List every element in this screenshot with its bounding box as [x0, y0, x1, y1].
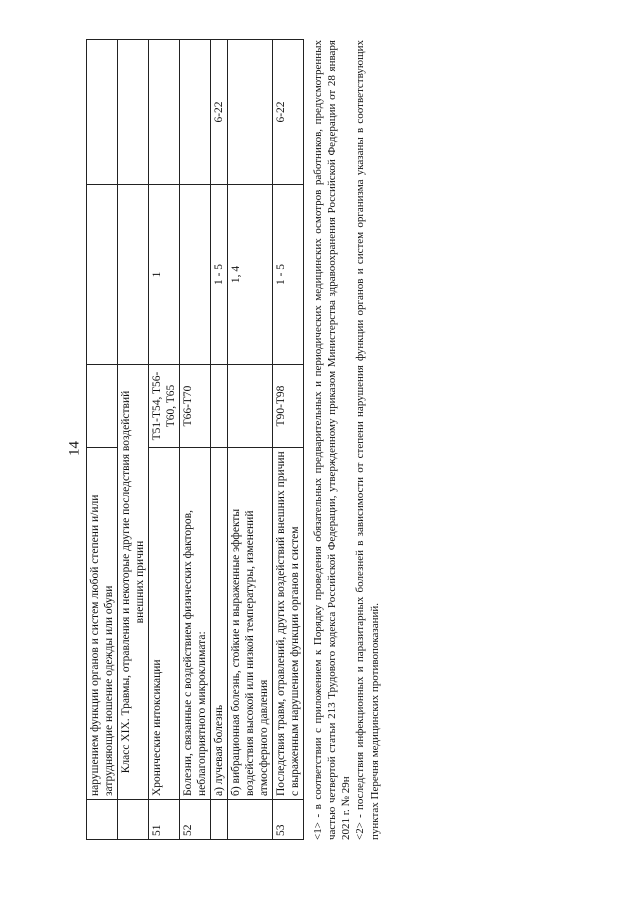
icd-code: T90-T98: [273, 365, 304, 448]
table-row: [87, 40, 118, 840]
table-cell: [118, 40, 149, 185]
table-cell: [87, 365, 118, 448]
disease-name: а) лучевая болезнь: [211, 448, 228, 800]
footnotes: [311, 40, 381, 840]
work-items: [228, 40, 273, 185]
row-number: [228, 800, 273, 840]
table-cell: [118, 185, 149, 365]
page-content: [86, 40, 396, 840]
disease-name: Хронические интоксикации: [149, 448, 180, 800]
contraindications-table: [86, 39, 304, 840]
factor-items: 1 - 5: [273, 185, 304, 365]
icd-code: T66-T70: [180, 365, 211, 448]
disease-name: Последствия травм, отравлений, других воздействий внешних причин с выраженным нарушением функции органов и систем: [273, 448, 304, 800]
disease-name: Болезни, связанные с воздействием физических факторов, неблагоприятного микроклимата:: [180, 448, 211, 800]
table-cell: [87, 800, 118, 840]
rotated-page-content: [86, 40, 396, 840]
work-items: 6-22: [273, 40, 304, 185]
table-row: [228, 40, 273, 840]
table-row: [211, 40, 228, 840]
icd-code: [211, 365, 228, 448]
footnote-1: <1> - в соответствии с приложением к Порядку проведения обязательных предварительных и периодических медицинских осмотров работников, предусмотренных частью четвертой статьи 213 Трудового кодекса Российской Федерации, утвержденному приказом Министерства здравоохранения Российской Федерации от 28 января 2021 г. № 29н: [312, 40, 353, 840]
table-cell: [87, 40, 118, 185]
table-cell: нарушением функции органов и систем любой степени и/или затрудняющие ношение одежды или обуви: [87, 448, 118, 800]
page-number: 14: [66, 441, 83, 456]
table-row: [273, 40, 304, 840]
table-cell: [118, 800, 149, 840]
row-number: 52: [180, 800, 211, 840]
disease-name: б) вибрационная болезнь, стойкие и выраженные эффекты воздействия высокой или низкой температуры, изменений атмосферного давления: [228, 448, 273, 800]
row-number: [211, 800, 228, 840]
factor-items: [180, 185, 211, 365]
factor-items: 1 - 5: [211, 185, 228, 365]
table-cell: [87, 185, 118, 365]
icd-code: T51-T54, T56-T60, T65: [149, 365, 180, 448]
table-row: [149, 40, 180, 840]
class-heading-row: [118, 40, 149, 840]
factor-items: 1, 4: [228, 185, 273, 365]
work-items: [180, 40, 211, 185]
icd-code: [228, 365, 273, 448]
class-heading: Класс XIX. Травмы, отравления и некоторые другие последствия воздействий внешних причин: [118, 365, 149, 800]
table-row: [180, 40, 211, 840]
work-items: 6-22: [211, 40, 228, 185]
row-number: 51: [149, 800, 180, 840]
work-items: [149, 40, 180, 185]
factor-items: 1: [149, 185, 180, 365]
footnote-2: <2> - последствия инфекционных и паразитарных болезней в зависимости от степени нарушения функции органов и систем организма указаны в соответствующих пунктах Перечня медицинских противопоказаний.: [354, 40, 381, 840]
row-number: 53: [273, 800, 304, 840]
